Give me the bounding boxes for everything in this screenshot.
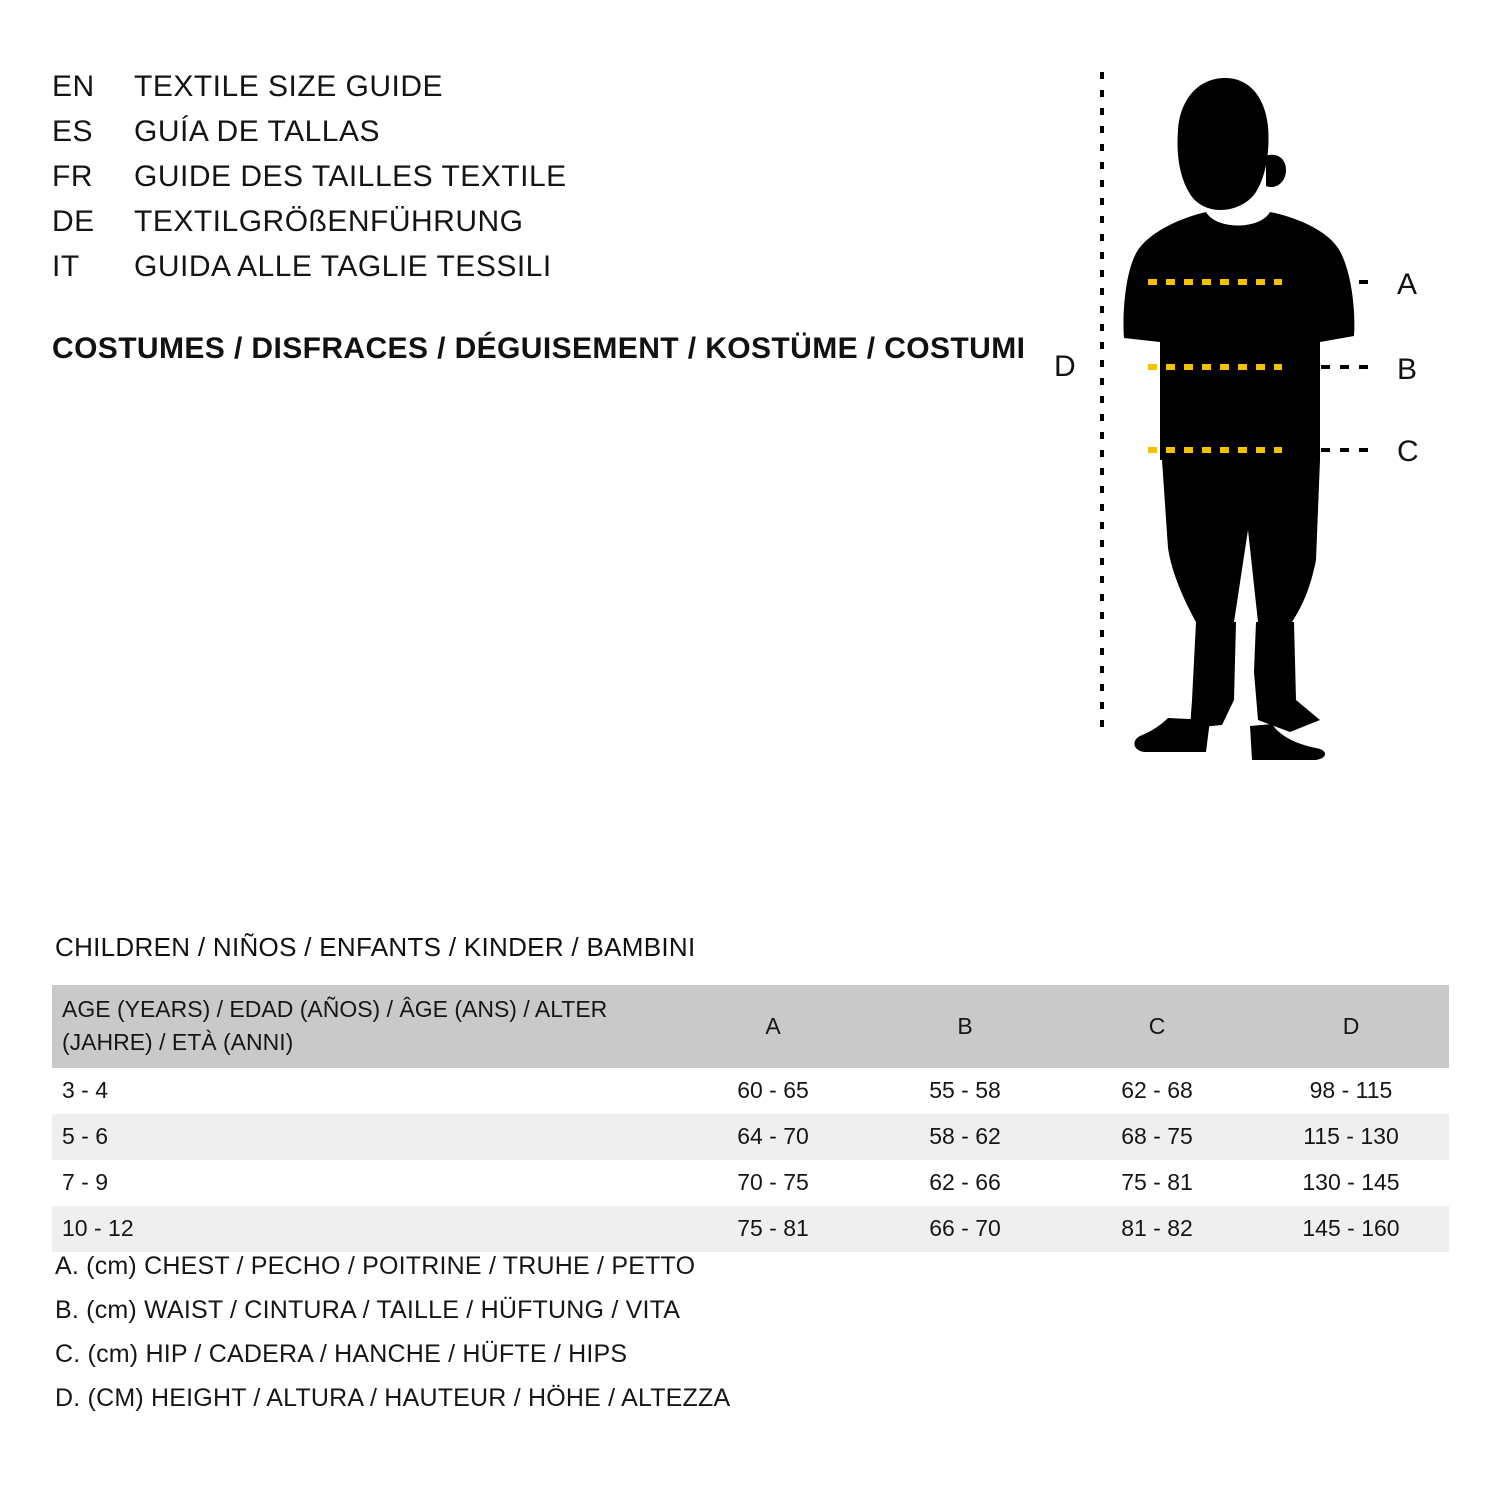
language-title-fr: GUIDE DES TAILLES TEXTILE xyxy=(134,160,567,193)
measurement-figure xyxy=(1020,60,1460,760)
language-code-es: ES xyxy=(52,115,94,148)
marker-label-d: D xyxy=(1054,350,1076,383)
cell-d: 115 - 130 xyxy=(1253,1114,1449,1160)
marker-label-b: B xyxy=(1397,353,1418,386)
cell-age: 3 - 4 xyxy=(52,1068,677,1114)
language-code-en: EN xyxy=(52,70,95,103)
language-code-de: DE xyxy=(52,205,95,238)
header-d: D xyxy=(1253,985,1449,1068)
language-list xyxy=(52,70,1012,295)
table-row xyxy=(52,1068,1449,1114)
language-title-it: GUIDA ALLE TAGLIE TESSILI xyxy=(134,250,552,283)
table-row xyxy=(52,1160,1449,1206)
language-code-fr: FR xyxy=(52,160,93,193)
cell-d: 145 - 160 xyxy=(1253,1206,1449,1252)
child-silhouette-icon xyxy=(1020,60,1460,760)
header-c: C xyxy=(1061,985,1253,1068)
legend-item-a: A. (cm) CHEST / PECHO / POITRINE / TRUHE / PETTO xyxy=(55,1252,696,1280)
cell-b: 66 - 70 xyxy=(869,1206,1061,1252)
children-section-title: CHILDREN / NIÑOS / ENFANTS / KINDER / BAMBINI xyxy=(55,932,696,962)
legend-item-b: B. (cm) WAIST / CINTURA / TAILLE / HÜFTUNG / VITA xyxy=(55,1296,681,1324)
cell-age: 10 - 12 xyxy=(52,1206,677,1252)
language-title-de: TEXTILGRÖßENFÜHRUNG xyxy=(134,205,524,238)
cell-c: 75 - 81 xyxy=(1061,1160,1253,1206)
cell-b: 62 - 66 xyxy=(869,1160,1061,1206)
table-row xyxy=(52,1114,1449,1160)
cell-d: 130 - 145 xyxy=(1253,1160,1449,1206)
costumes-subtitle: COSTUMES / DISFRACES / DÉGUISEMENT / KOSTÜME / COSTUMI xyxy=(52,332,1026,365)
marker-label-c: C xyxy=(1397,435,1419,468)
legend-item-d: D. (CM) HEIGHT / ALTURA / HAUTEUR / HÖHE / ALTEZZA xyxy=(55,1384,731,1412)
language-title-en: TEXTILE SIZE GUIDE xyxy=(134,70,444,103)
language-row-fr xyxy=(52,160,1012,205)
silhouette-shape xyxy=(1124,78,1355,760)
table-header-row xyxy=(52,985,1449,1068)
header-age: AGE (YEARS) / EDAD (AÑOS) / ÂGE (ANS) / ALTER (JAHRE) / ETÀ (ANNI) xyxy=(52,985,677,1068)
cell-a: 75 - 81 xyxy=(677,1206,869,1252)
size-table xyxy=(52,985,1449,1252)
marker-label-a: A xyxy=(1397,268,1418,301)
language-title-es: GUÍA DE TALLAS xyxy=(134,115,380,148)
cell-a: 64 - 70 xyxy=(677,1114,869,1160)
header-a: A xyxy=(677,985,869,1068)
cell-a: 60 - 65 xyxy=(677,1068,869,1114)
cell-a: 70 - 75 xyxy=(677,1160,869,1206)
cell-c: 62 - 68 xyxy=(1061,1068,1253,1114)
legend-item-c: C. (cm) HIP / CADERA / HANCHE / HÜFTE / HIPS xyxy=(55,1340,628,1368)
cell-c: 81 - 82 xyxy=(1061,1206,1253,1252)
cell-age: 5 - 6 xyxy=(52,1114,677,1160)
cell-c: 68 - 75 xyxy=(1061,1114,1253,1160)
language-row-es xyxy=(52,115,1012,160)
language-code-it: IT xyxy=(52,250,80,283)
language-row-it xyxy=(52,250,1012,295)
cell-b: 55 - 58 xyxy=(869,1068,1061,1114)
cell-b: 58 - 62 xyxy=(869,1114,1061,1160)
header-b: B xyxy=(869,985,1061,1068)
cell-d: 98 - 115 xyxy=(1253,1068,1449,1114)
language-row-de xyxy=(52,205,1012,250)
measurement-legend xyxy=(55,1252,1155,1428)
language-row-en xyxy=(52,70,1012,115)
table-row xyxy=(52,1206,1449,1252)
cell-age: 7 - 9 xyxy=(52,1160,677,1206)
